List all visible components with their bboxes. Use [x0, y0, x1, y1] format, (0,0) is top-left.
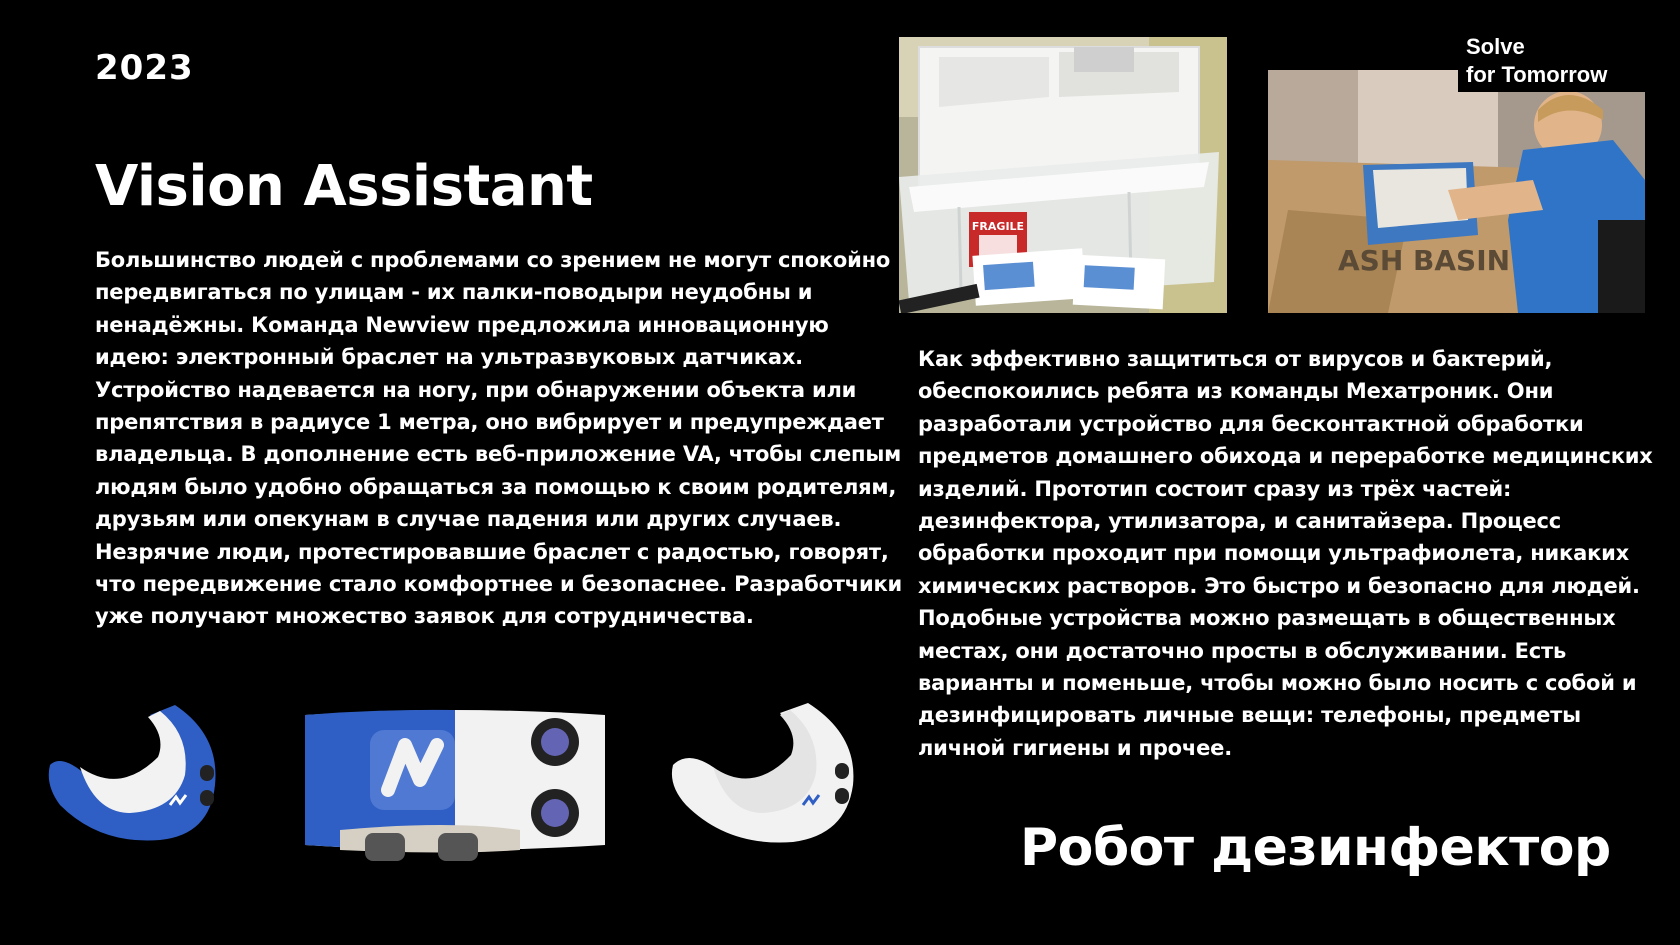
- solve-for-tomorrow-logo: [1458, 30, 1646, 92]
- bracelet-white-render: [668, 695, 868, 850]
- disinfector-prototype-photo: [899, 37, 1227, 313]
- description-paragraph-2: Незрячие люди, протестировавшие браслет с радостью, говорят, что передвижение стало комфортнее и безопаснее. Разработчики уже получают множество заявок для сотрудничества.: [95, 539, 903, 629]
- vision-assistant-description: [95, 244, 905, 633]
- sensor-module-render: [300, 705, 615, 867]
- fragile-sticker-text: FRAGILE: [971, 220, 1025, 233]
- year-label: 2023: [95, 48, 194, 88]
- disinfector-description: Как эффективно защититься от вирусов и бактерий, обеспокоились ребята из команды Мехатроник. Они разработали устройство для бесконтактной обработки предметов домашнего обихода и переработке медицинских изделий. Прототип состоит сразу из трёх частей: дезинфектора, утилизатора, и санитайзера. Процесс обработки проходит при помощи ультрафиолета, никаких химических растворов. Это быстро и безопасно для людей. Подобные устройства можно размещать в общественных местах, они достаточно просты в обслуживании. Есть варианты и поменьше, чтобы можно было носить с собой и дезинфицировать личные вещи: телефоны, предметы личной гигиены и прочее.: [918, 347, 1653, 760]
- boy-with-box-photo: [1268, 70, 1645, 313]
- bracelet-blue-render: [40, 695, 230, 850]
- disinfector-title: Робот дезинфектор: [1020, 818, 1611, 878]
- box-print-text: ASH BASIN: [1338, 244, 1511, 277]
- vision-assistant-title: Vision Assistant: [95, 154, 593, 219]
- logo-line-1: Solve: [1466, 34, 1525, 59]
- logo-line-2: for Tomorrow: [1466, 62, 1608, 87]
- description-paragraph-1: Большинство людей с проблемами со зрением не могут спокойно передвигаться по улицам - их палки-поводыри неудобны и ненадёжны. Команда Newview предложила инновационную идею: электронный браслет на ультразвуковых датчиках. Устройство надевается на ногу, при обнаружении объекта или препятствия в радиусе 1 метра, оно вибрирует и предупреждает владельца. В дополнение есть веб-приложение VA, чтобы слепым людям было удобно обращаться за помощью к своим родителям, друзьям или опекунам в случае падения или других случаев.: [95, 248, 902, 532]
